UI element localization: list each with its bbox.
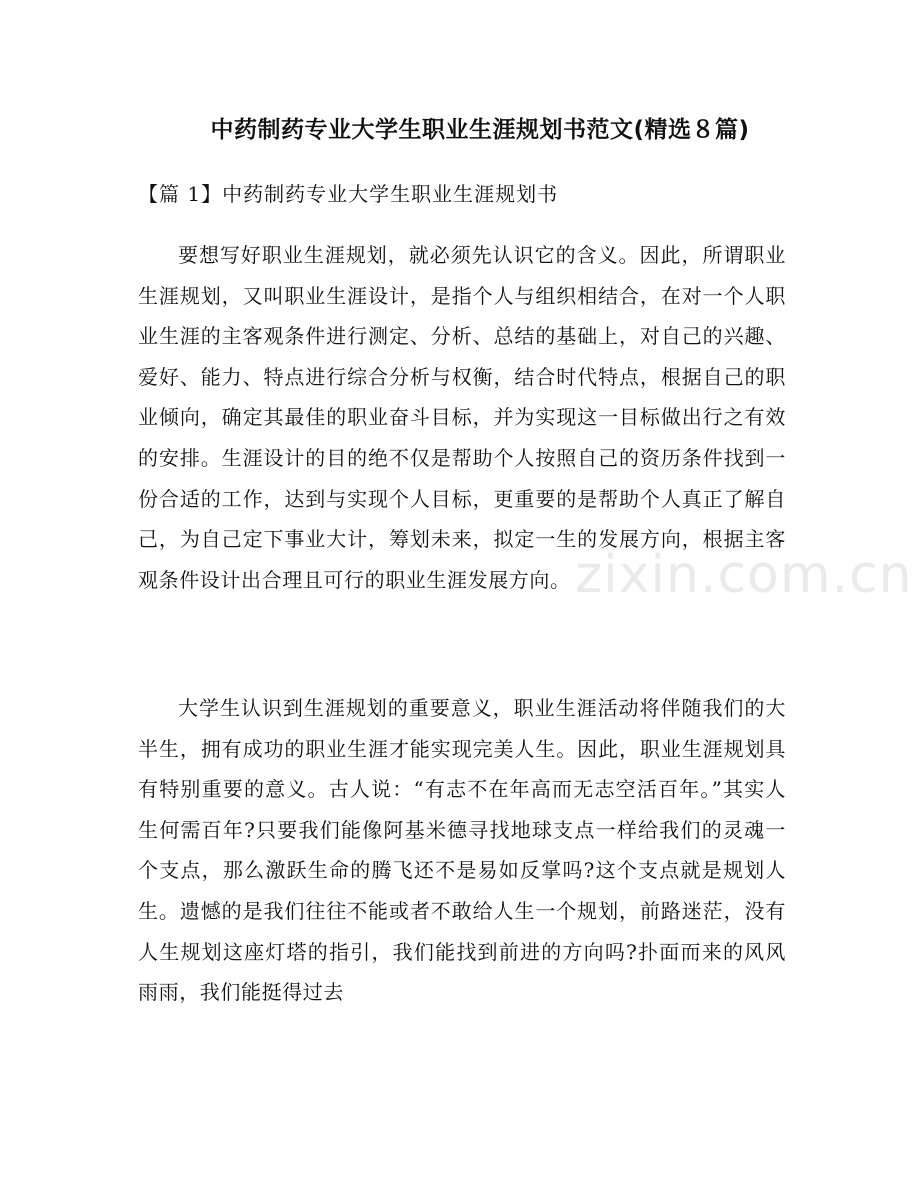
paragraph-1: 要想写好职业生涯规划，就必须先认识它的含义。因此，所谓职业生涯规划，又叫职业生涯设计，是指个人与组织相结合，在对一个人职业生涯的主客观条件进行测定、分析、总结的基础上，对自己的兴趣、爱好、能力、特点进行综合分析与权衡，结合时代特点，根据自己的职业倾向，确定其最佳的职业奋斗目标，并为实现这一目标做出行之有效的安排。生涯设计的目的绝不仅是帮助个人按照自己的资历条件找到一份合适的工作，达到与实现个人目标，更重要的是帮助个人真正了解自己，为自己定下事业大计，筹划未来，拟定一生的发展方向，根据主客观条件设计出合理且可行的职业生涯发展方向。	[138, 243, 786, 592]
paragraph-2: 大学生认识到生涯规划的重要意义，职业生涯活动将伴随我们的大半生，拥有成功的职业生涯才能实现完美人生。因此，职业生涯规划具有特别重要的意义。古人说：“有志不在年高而无志空活百年。”其实人生何需百年?只要我们能像阿基米德寻找地球支点一样给我们的灵魂一个支点，那么激跃生命的腾飞还不是易如反掌吗?这个支点就是规划人生。遗憾的是我们往往不能或者不敢给人生一个规划，前路迷茫，没有人生规划这座灯塔的指引，我们能找到前进的方向吗?扑面而来的风风雨雨，我们能挺得过去	[138, 696, 786, 1005]
section-heading: 【篇 1】中药制药专业大学生职业生涯规划书	[138, 182, 559, 206]
document-title: 中药制药专业大学生职业生涯规划书范文(精选８篇)	[210, 117, 750, 143]
watermark: zixin.com.cn	[575, 545, 913, 605]
